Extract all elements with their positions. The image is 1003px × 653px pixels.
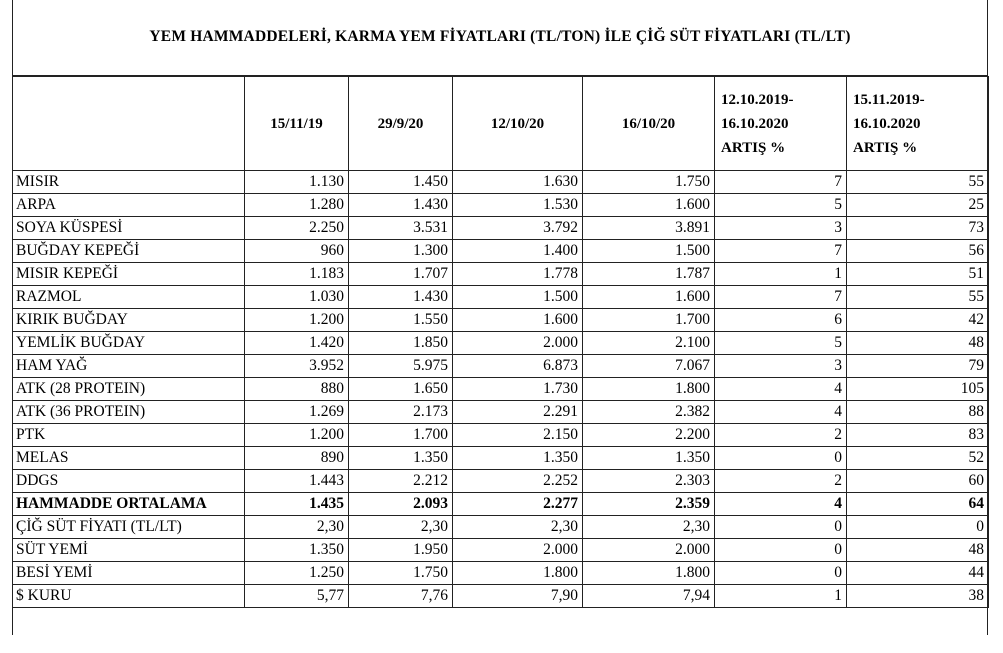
table-cell: 1.250: [245, 562, 349, 585]
table-cell: 2.382: [583, 401, 715, 424]
table-cell: 1.200: [245, 424, 349, 447]
table-cell: 7,76: [349, 585, 453, 608]
header-increase-1-line: 12.10.2019-: [721, 91, 794, 108]
table-row: [13, 332, 989, 355]
row-label: MISIR KEPEĞİ: [13, 263, 245, 286]
table-cell: 1.030: [245, 286, 349, 309]
row-label: HAMMADDE ORTALAMA: [13, 493, 245, 516]
table-cell: 55: [847, 286, 989, 309]
row-label: RAZMOL: [13, 286, 245, 309]
row-label: BUĞDAY KEPEĞİ: [13, 240, 245, 263]
table-cell: 56: [847, 240, 989, 263]
table-cell: 2.000: [453, 539, 583, 562]
table-cell: 1.950: [349, 539, 453, 562]
table-cell: 5.975: [349, 355, 453, 378]
table-cell: 1.778: [453, 263, 583, 286]
table-cell: 1.200: [245, 309, 349, 332]
table-cell: 1.269: [245, 401, 349, 424]
header-date-1: 15/11/19: [245, 77, 349, 171]
header-increase-1-line: 16.10.2020: [721, 115, 789, 132]
table-cell: 1.500: [453, 286, 583, 309]
table-cell: 7: [715, 171, 847, 194]
table-cell: 1.550: [349, 309, 453, 332]
table-cell: 1: [715, 263, 847, 286]
header-row: [13, 77, 989, 171]
table-cell: 3.952: [245, 355, 349, 378]
table-cell: 1.530: [453, 194, 583, 217]
table-cell: 52: [847, 447, 989, 470]
table-cell: 2.173: [349, 401, 453, 424]
table-cell: 3.792: [453, 217, 583, 240]
table-cell: 7: [715, 240, 847, 263]
table-cell: 7.067: [583, 355, 715, 378]
table-cell: 1.400: [453, 240, 583, 263]
table-cell: 2.303: [583, 470, 715, 493]
table-cell: 1.600: [453, 309, 583, 332]
table-cell: 38: [847, 585, 989, 608]
table-cell: 4: [715, 493, 847, 516]
table-cell: 880: [245, 378, 349, 401]
table-cell: 64: [847, 493, 989, 516]
table-cell: 1: [715, 585, 847, 608]
table-cell: 2.000: [583, 539, 715, 562]
table-row: [13, 263, 989, 286]
table-row: [13, 194, 989, 217]
table-cell: 0: [847, 516, 989, 539]
table-cell: 2,30: [245, 516, 349, 539]
table-cell: 1.700: [583, 309, 715, 332]
table-cell: 1.500: [583, 240, 715, 263]
row-label: PTK: [13, 424, 245, 447]
row-label: ARPA: [13, 194, 245, 217]
row-label: MELAS: [13, 447, 245, 470]
table-cell: 1.707: [349, 263, 453, 286]
table-cell: 2.093: [349, 493, 453, 516]
table-cell: 1.183: [245, 263, 349, 286]
header-increase-2-line: 15.11.2019-: [853, 91, 925, 108]
table-cell: 7,94: [583, 585, 715, 608]
table-cell: 2: [715, 424, 847, 447]
table-row: [13, 378, 989, 401]
table-cell: 25: [847, 194, 989, 217]
row-label: MISIR: [13, 171, 245, 194]
table-cell: 42: [847, 309, 989, 332]
header-increase-1-line: ARTIŞ %: [721, 139, 786, 156]
table-cell: 48: [847, 332, 989, 355]
table-row: [13, 240, 989, 263]
row-label: SÜT YEMİ: [13, 539, 245, 562]
table-cell: 1.430: [349, 286, 453, 309]
table-cell: 55: [847, 171, 989, 194]
header-date-3: 12/10/20: [453, 77, 583, 171]
table-cell: 2.359: [583, 493, 715, 516]
table-cell: 960: [245, 240, 349, 263]
table-cell: 1.350: [453, 447, 583, 470]
table-cell: 1.800: [453, 562, 583, 585]
table-cell: 2.200: [583, 424, 715, 447]
table-cell: 0: [715, 562, 847, 585]
table-cell: 1.450: [349, 171, 453, 194]
table-cell: 4: [715, 378, 847, 401]
table-cell: 44: [847, 562, 989, 585]
table-cell: 6: [715, 309, 847, 332]
header-increase-2: [847, 77, 989, 171]
table-cell: 3: [715, 355, 847, 378]
table-cell: 0: [715, 447, 847, 470]
table-cell: 88: [847, 401, 989, 424]
table-cell: 2.100: [583, 332, 715, 355]
table-cell: 2.150: [453, 424, 583, 447]
table-cell: 5: [715, 332, 847, 355]
table-cell: 1.850: [349, 332, 453, 355]
table-cell: 6.873: [453, 355, 583, 378]
row-label: YEMLİK BUĞDAY: [13, 332, 245, 355]
table-cell: 83: [847, 424, 989, 447]
row-label: DDGS: [13, 470, 245, 493]
table-cell: 5,77: [245, 585, 349, 608]
table-cell: 1.787: [583, 263, 715, 286]
header-increase-1: [715, 77, 847, 171]
table-row: [13, 516, 989, 539]
table-row: [13, 539, 989, 562]
table-cell: 60: [847, 470, 989, 493]
table-cell: 79: [847, 355, 989, 378]
table-cell: 5: [715, 194, 847, 217]
table-cell: 2,30: [349, 516, 453, 539]
table-cell: 1.630: [453, 171, 583, 194]
table-cell: 3.531: [349, 217, 453, 240]
table-row: [13, 585, 989, 608]
row-label: $ KURU: [13, 585, 245, 608]
table-row: [13, 171, 989, 194]
table-row: [13, 217, 989, 240]
table-cell: 2,30: [453, 516, 583, 539]
table-cell: 2.000: [453, 332, 583, 355]
table-body: [13, 171, 989, 608]
table-cell: 2: [715, 470, 847, 493]
table-row: [13, 470, 989, 493]
table-cell: 7: [715, 286, 847, 309]
table-cell: 2.212: [349, 470, 453, 493]
header-increase-2-line: ARTIŞ %: [853, 139, 918, 156]
table-row: [13, 309, 989, 332]
table-row: [13, 493, 989, 516]
table-cell: 1.600: [583, 286, 715, 309]
table-cell: 1.350: [583, 447, 715, 470]
table-row: [13, 424, 989, 447]
header-date-4: 16/10/20: [583, 77, 715, 171]
table-cell: 3.891: [583, 217, 715, 240]
table-cell: 7,90: [453, 585, 583, 608]
table-cell: 1.800: [583, 378, 715, 401]
table-cell: 2,30: [583, 516, 715, 539]
table-cell: 2.252: [453, 470, 583, 493]
table-cell: 1.700: [349, 424, 453, 447]
table-cell: 890: [245, 447, 349, 470]
header-increase-2-line: 16.10.2020: [853, 115, 921, 132]
table-cell: 1.420: [245, 332, 349, 355]
row-label: SOYA KÜSPESİ: [13, 217, 245, 240]
table-cell: 48: [847, 539, 989, 562]
row-label: BESİ YEMİ: [13, 562, 245, 585]
table-cell: 1.750: [583, 171, 715, 194]
table-cell: 105: [847, 378, 989, 401]
row-label: KIRIK BUĞDAY: [13, 309, 245, 332]
price-table: [12, 76, 989, 608]
table-cell: 1.750: [349, 562, 453, 585]
table-cell: 3: [715, 217, 847, 240]
table-row: [13, 401, 989, 424]
table-title: YEM HAMMADDELERİ, KARMA YEM FİYATLARI (TL/TON) İLE ÇİĞ SÜT FİYATLARI (TL/LT): [12, 0, 988, 76]
table-row: [13, 562, 989, 585]
row-label: HAM YAĞ: [13, 355, 245, 378]
table-cell: 4: [715, 401, 847, 424]
table-row: [13, 447, 989, 470]
table-cell: 1.430: [349, 194, 453, 217]
table-cell: 1.600: [583, 194, 715, 217]
row-label: ATK (28 PROTEIN): [13, 378, 245, 401]
table-cell: 1.800: [583, 562, 715, 585]
table-cell: 0: [715, 516, 847, 539]
table-cell: 1.650: [349, 378, 453, 401]
table-cell: 51: [847, 263, 989, 286]
table-cell: 73: [847, 217, 989, 240]
row-label: ATK (36 PROTEIN): [13, 401, 245, 424]
row-label: ÇİĞ SÜT FİYATI (TL/LT): [13, 516, 245, 539]
table-cell: 2.250: [245, 217, 349, 240]
header-item: [13, 77, 245, 171]
table-cell: 1.350: [349, 447, 453, 470]
table-row: [13, 355, 989, 378]
table-cell: 2.277: [453, 493, 583, 516]
table-cell: 2.291: [453, 401, 583, 424]
table-cell: 1.280: [245, 194, 349, 217]
table-cell: 1.300: [349, 240, 453, 263]
table-cell: 0: [715, 539, 847, 562]
table-cell: 1.435: [245, 493, 349, 516]
table-cell: 1.443: [245, 470, 349, 493]
table-cell: 1.130: [245, 171, 349, 194]
table-cell: 1.730: [453, 378, 583, 401]
header-date-2: 29/9/20: [349, 77, 453, 171]
table-row: [13, 286, 989, 309]
table-cell: 1.350: [245, 539, 349, 562]
